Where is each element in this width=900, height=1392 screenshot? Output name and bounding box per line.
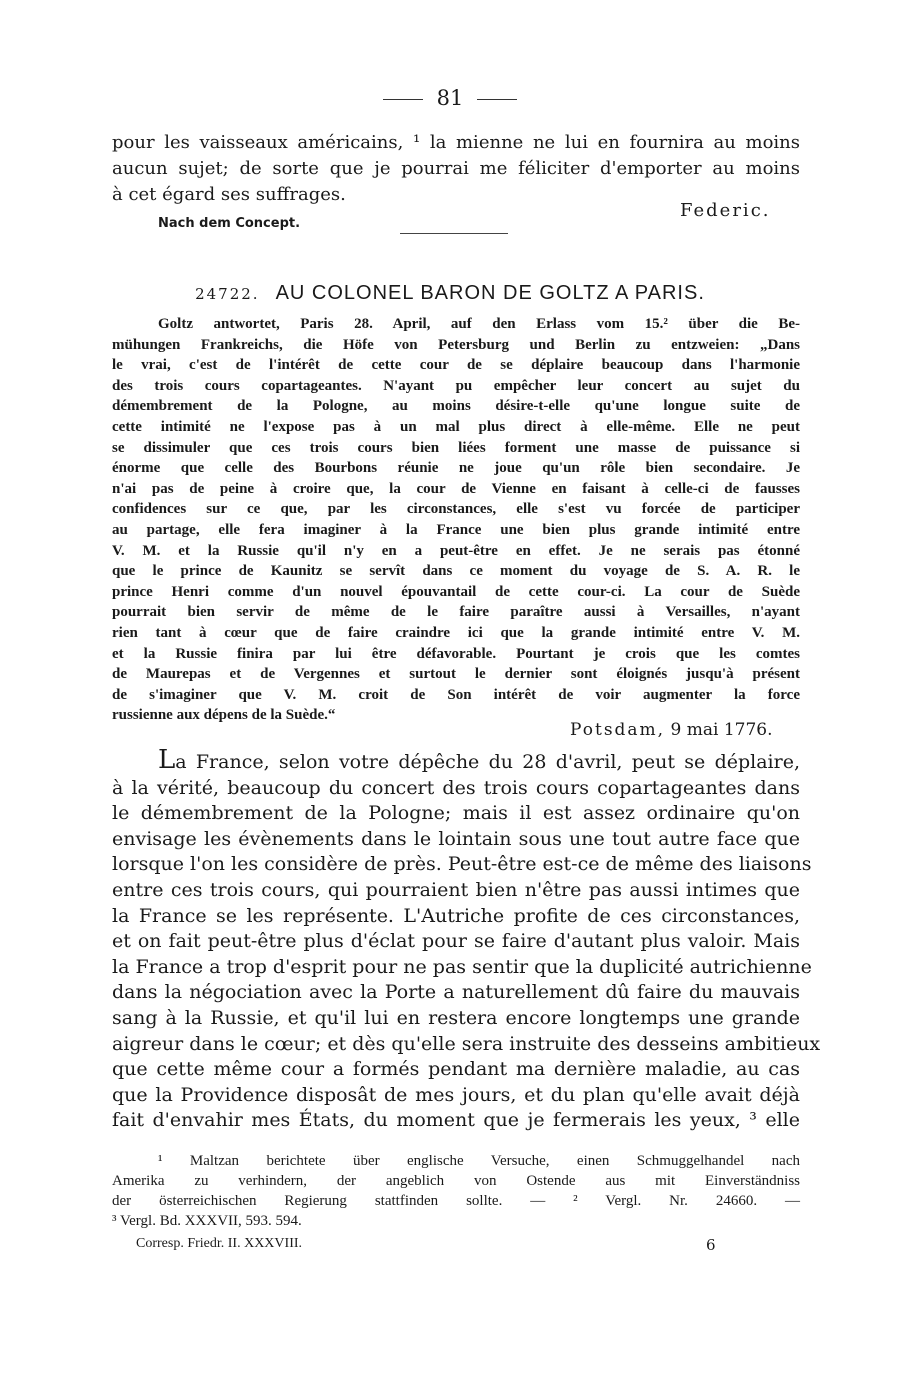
summary-line: énorme que celle des Bourbons réunie ne joue qu'un rôle bien secondaire. Je bbox=[112, 460, 800, 477]
footnote-line: Amerika zu verhindern, der angeblich von Ostende aus mit Einverständniss bbox=[112, 1173, 800, 1189]
body-line: à la vérité, beaucoup du concert des trois cours copartageantes dans bbox=[112, 776, 800, 799]
body-line bbox=[112, 745, 800, 776]
summary-line: que le prince de Kaunitz se servît dans ce moment du voyage de S. A. R. le bbox=[112, 563, 800, 580]
text-line: à cet égard ses suffrages. bbox=[112, 184, 346, 205]
letter-summary bbox=[112, 314, 800, 726]
body-line: fait d'envahir mes États, du moment que je fermerais les yeux, ³ elle bbox=[112, 1109, 800, 1132]
summary-line: confidences sur ce que, par les circonstances, elle s'est vu forcée de participer bbox=[112, 501, 800, 518]
summary-line: prince Henri comme d'un nouvel épouvantail de cette cour-ci. La cour de Suède bbox=[112, 583, 800, 600]
footnotes bbox=[112, 1151, 800, 1231]
signature: Federic. bbox=[680, 200, 771, 221]
body-line: le démembrement de la Pologne; mais il est assez ordinaire qu'on bbox=[112, 802, 800, 825]
body-line: entre ces trois cours, qui pourraient bien n'être pas aussi intimes que bbox=[112, 878, 800, 901]
footnote-line: ¹ Maltzan berichtete über englische Versuche, einen Schmuggelhandel nach bbox=[158, 1153, 800, 1169]
summary-line: et la Russie finira par lui être défavorable. Pourtant je crois que les comtes bbox=[112, 645, 800, 662]
summary-line: pourrait bien servir de même de le faire paraître aussi à Versailles, n'ayant bbox=[112, 604, 800, 621]
dateline-date: 9 mai 1776. bbox=[670, 720, 773, 740]
summary-line: démembrement de la Pologne, au moins désire-t-elle qu'une longue suite de bbox=[112, 398, 800, 415]
body-line-text: a France, selon votre dépêche du 28 d'avril, peut se déplaire, bbox=[175, 751, 800, 773]
source-note: Nach dem Concept. bbox=[158, 216, 301, 231]
page-header bbox=[0, 86, 900, 110]
header-rule-left bbox=[383, 99, 423, 100]
body-line: aigreur dans le cœur; et dès qu'elle sera instruite des desseins ambitieux bbox=[112, 1032, 821, 1055]
body-line: que la Providence disposât de mes jours, et du plan qu'elle avait déjà bbox=[112, 1083, 800, 1106]
body-line: dans la négociation avec la Porte a naturellement dû faire du mauvais bbox=[112, 981, 800, 1004]
body-line: sang à la Russie, et qu'il lui en restera encore longtemps une grande bbox=[112, 1006, 800, 1029]
section-divider bbox=[400, 233, 508, 234]
dateline bbox=[570, 720, 772, 740]
text-line: pour les vaisseaux américains, ¹ la mienne ne lui en fournira au moins bbox=[112, 132, 800, 153]
letter-body bbox=[112, 745, 821, 1134]
summary-line: au partage, elle fera imaginer à la France une bien plus grande intimité entre bbox=[112, 521, 800, 538]
summary-line: russienne aux dépens de la Suède.“ bbox=[112, 707, 336, 724]
footnote-line: ³ Vergl. Bd. XXXVII, 593. 594. bbox=[112, 1213, 302, 1229]
summary-line: n'ai pas de peine à croire que, la cour de Vienne en faisant à celle-ci de fausses bbox=[112, 480, 800, 497]
summary-line: mühungen Frankreichs, die Höfe von Petersburg und Berlin zu entzweien: „Dans bbox=[112, 336, 800, 353]
drop-cap: L bbox=[158, 745, 176, 775]
body-line: la France a trop d'esprit pour ne pas sentir que la duplicité autrichienne bbox=[112, 955, 812, 978]
letter-number: 24722. bbox=[195, 285, 260, 303]
text-line: aucun sujet; de sorte que je pourrai me féliciter d'emporter au moins bbox=[112, 158, 800, 179]
page-number: 81 bbox=[436, 86, 464, 110]
summary-line: Goltz antwortet, Paris 28. April, auf den Erlass vom 15.² über die Be- bbox=[158, 316, 800, 332]
body-line: envisage les évènements dans le lointain sous une tout autre face que bbox=[112, 827, 800, 850]
summary-line: rien tant à cœur que de faire craindre ici que la grande intimité entre V. M. bbox=[112, 624, 800, 641]
summary-line: se dissimuler que ces trois cours bien liées forment une masse de puissance si bbox=[112, 439, 800, 456]
summary-line: cette intimité ne l'expose pas à un mal plus direct à elle-même. Elle ne peut bbox=[112, 418, 800, 435]
summary-line: le vrai, c'est de l'intérêt de cette cour de se déplaire beaucoup dans l'harmonie bbox=[112, 357, 800, 374]
body-line: lorsque l'on les considère de près. Peut-être est-ce de même des liaisons bbox=[112, 853, 812, 876]
sheet-number: 6 bbox=[706, 1236, 716, 1254]
body-line: la France se les représente. L'Autriche profite de ces circonstances, bbox=[112, 904, 800, 927]
letter-heading bbox=[0, 280, 900, 305]
body-line: et on fait peut-être plus d'éclat pour se faire d'autant plus valoir. Mais bbox=[112, 930, 800, 953]
header-rule-right bbox=[477, 99, 517, 100]
body-line: que cette même cour a formés pendant ma dernière maladie, au cas bbox=[112, 1058, 800, 1081]
dateline-place: Potsdam, bbox=[570, 720, 666, 740]
summary-line: V. M. et la Russie qu'il n'y en a peut-être en effet. Je ne serais pas étonné bbox=[112, 542, 800, 559]
summary-line: de Maurepas et de Vergennes et surtout le dernier sont éloignés jusqu'à présent bbox=[112, 666, 800, 683]
summary-line: de s'imaginer que V. M. croit de Son intérêt de voir augmenter la force bbox=[112, 686, 800, 703]
signature-mark: Corresp. Friedr. II. XXXVIII. bbox=[136, 1236, 303, 1251]
summary-line: des trois cours copartageantes. N'ayant pu empêcher leur concert au sujet du bbox=[112, 377, 800, 394]
letter-title: AU COLONEL BARON DE GOLTZ A PARIS. bbox=[275, 282, 705, 304]
footnote-line: der österreichischen Regierung stattfinden sollte. — ² Vergl. Nr. 24660. — bbox=[112, 1193, 800, 1209]
carry-over-text bbox=[112, 130, 800, 208]
